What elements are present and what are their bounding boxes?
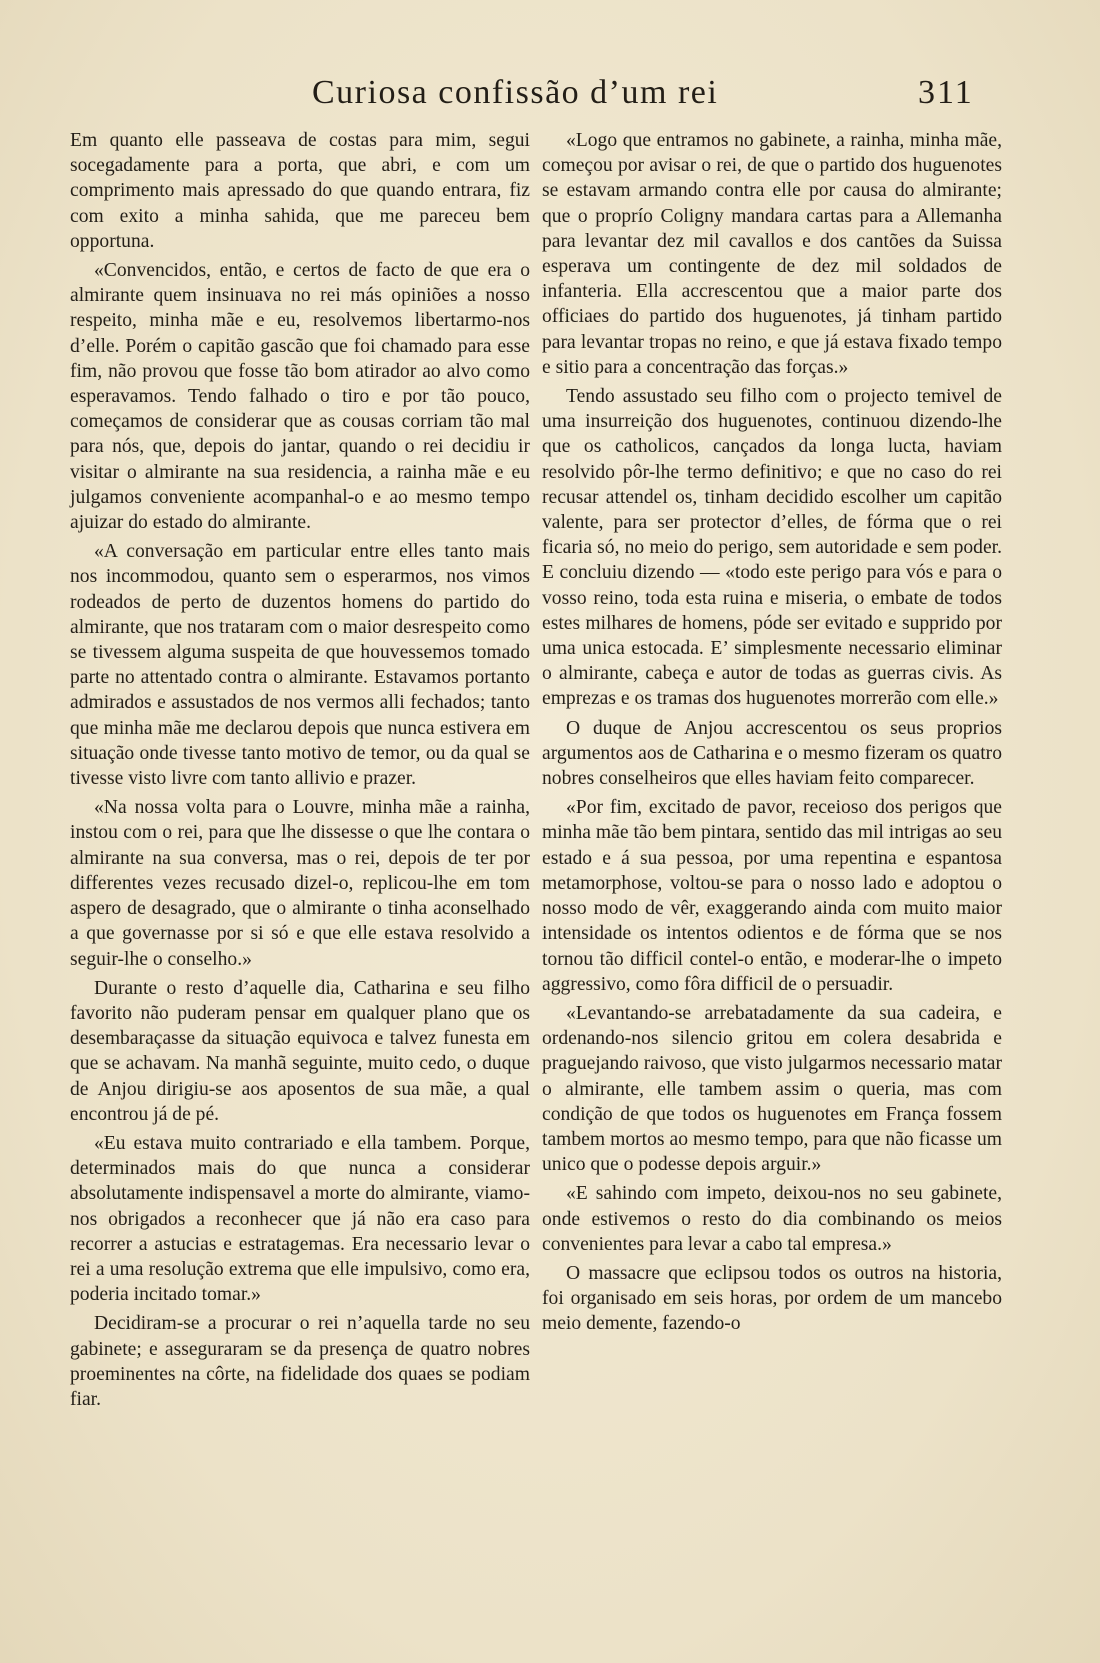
left-column (70, 128, 530, 1416)
paragraph: Em quanto elle passeava de costas para mim, segui socegadamente para a porta, que abri, e com um comprimento mais apressado do que quando entrara, fiz com exito a minha sahida, que me pareceu bem opportuna. (70, 130, 530, 252)
paragraph: Tendo assustado seu filho com o projecto temivel de uma insurreição dos huguenotes, continuou dizendo-lhe que os catholicos, cançados da longa lucta, haviam resolvido pôr-lhe termo definitivo; e que no caso do rei recusar attendel os, tinham decidido escolher um capitão valente, para ser protector d’elles, de fórma que o rei ficaria só, no meio do perigo, sem autoridade e sem poder. E concluiu dizendo — «todo este perigo para vós e para o vosso reino, toda esta ruina e miseria, o embate de todos estes milhares de homens, póde ser evitado e supprido por uma unica estocada. E’ simplesmente necessario eliminar o almirante, cabeça e autor de todas as guerras civis. As emprezas e os tramas dos huguenotes morrerão com elle.» (542, 386, 1002, 710)
paragraph: «Eu estava muito contrariado e ella tambem. Porque, determinados mais do que nunca a considerar absolutamente indispensavel a morte do almirante, viamo-nos obrigados a reconhecer que já não era caso para recorrer a astucias e estratagemas. Era necessario levar o rei a uma resolução extrema que elle impulsivo, como era, poderia incitado tomar.» (70, 1132, 530, 1306)
running-head (0, 74, 1100, 124)
paragraph: «Levantando-se arrebatadamente da sua cadeira, e ordenando-nos silencio gritou em colera desabrida e praguejando raivoso, que visto julgarmos necessario matar o almirante, elle tambem assim o queria, mas com condição de que todos os huguenotes em França fossem tambem mortos ao mesmo tempo, para que não ficasse um unico que o podesse depois arguir.» (542, 1002, 1002, 1176)
paragraph: «Por fim, excitado de pavor, receioso dos perigos que minha mãe tão bem pintara, sentido das mil intrigas ao seu estado e á sua pessoa, por uma repentina e espantosa metamorphose, voltou-se para o nosso lado e adoptou o nosso modo de vêr, exaggerando ainda com muito maior intensidade os intentos odientos e de fórma que se nos tornou tão difficil contel-o então, e moderar-lhe o impeto aggressivo, como fôra difficil de o persuadir. (542, 797, 1002, 995)
paragraph: «A conversação em particular entre elles tanto mais nos incommodou, quanto sem o esperarmos, nos vimos rodeados de perto de duzentos homens do partido do almirante, que nos trataram com o maior desrespeito como se tivessem alguma suspeita de que houvessemos tomado parte no attentado contra o almirante. Estavamos portanto admirados e assustados de nos vermos alli fechados; tanto que minha mãe me declarou depois que nunca estivera em situação onde tivesse tanto motivo de temor, ou da qual se tivesse visto livre com tanto allivio e prazer. (70, 541, 530, 790)
paragraph: O massacre que eclipsou todos os outros na historia, foi organisado em seis horas, por ordem de um mancebo meio demente, fazendo-o (542, 1262, 1002, 1335)
paragraph: «Convencidos, então, e certos de facto de que era o almirante quem insinuava no rei más opiniões a nosso respeito, minha mãe e eu, resolvemos libertarmo-nos d’elle. Porém o capitão gascão que foi chamado para esse fim, não provou que fosse tão bom atirador ao alvo como esperavamos. Tendo falhado o tiro e por tão pouco, começamos de considerar que as cousas corriam tão mal para nós, que, depois do jantar, quando o rei decidiu ir visitar o almirante na sua residencia, a rainha mãe e eu julgamos conveniente acompanhal-o e ao mesmo tempo ajuizar do estado do almirante. (70, 260, 530, 534)
paragraph: «Logo que entramos no gabinete, a rainha, minha mãe, começou por avisar o rei, de que o partido dos huguenotes se estavam armando contra elle por causa do almirante; que o proprío Coligny mandara cartas para a Allemanha para levantar dez mil cavallos e dos cantões da Suissa esperava um contingente de dez mil soldados de infanteria. Ella accrescentou que a maior parte dos officiaes do partido dos huguenotes, já tinham partido para levantar tropas no reino, e que já estava fixado tempo e sitio para a concentração das forças.» (542, 130, 1002, 378)
paragraph: «Na nossa volta para o Louvre, minha mãe a rainha, instou com o rei, para que lhe dissesse o que lhe contara o almirante na sua conversa, mas o rei, depois de ter por differentes vezes recusado dizel-o, replicou-lhe em tom aspero de desagrado, que o almirante o tinha aconselhado a que governasse por si só e que elle estava resolvido a seguir-lhe o conselho.» (70, 797, 530, 970)
paragraph: Durante o resto d’aquelle dia, Catharina e seu filho favorito não puderam pensar em qualquer plano que os desembaraçasse da situação equivoca e talvez funesta em que se achavam. Na manhã seguinte, muito cedo, o duque de Anjou dirigiu-se aos aposentos de sua mãe, a qual encontrou já de pé. (70, 977, 530, 1125)
page-title: Curiosa confissão d’um rei (312, 74, 719, 111)
right-column (542, 128, 1002, 1341)
page-number: 311 (918, 74, 974, 111)
paragraph: Decidiram-se a procurar o rei n’aquella tarde no seu gabinete; e asseguraram se da presença de quatro nobres proeminentes na côrte, na fidelidade dos quaes se podiam fiar. (70, 1313, 530, 1410)
paragraph: «E sahindo com impeto, deixou-nos no seu gabinete, onde estivemos o resto do dia combinando os meios convenientes para levar a cabo tal empresa.» (542, 1183, 1002, 1255)
paragraph: O duque de Anjou accrescentou os seus proprios argumentos aos de Catharina e o mesmo fizeram os quatro nobres conselheiros que elles haviam feito comparecer. (542, 717, 1002, 790)
